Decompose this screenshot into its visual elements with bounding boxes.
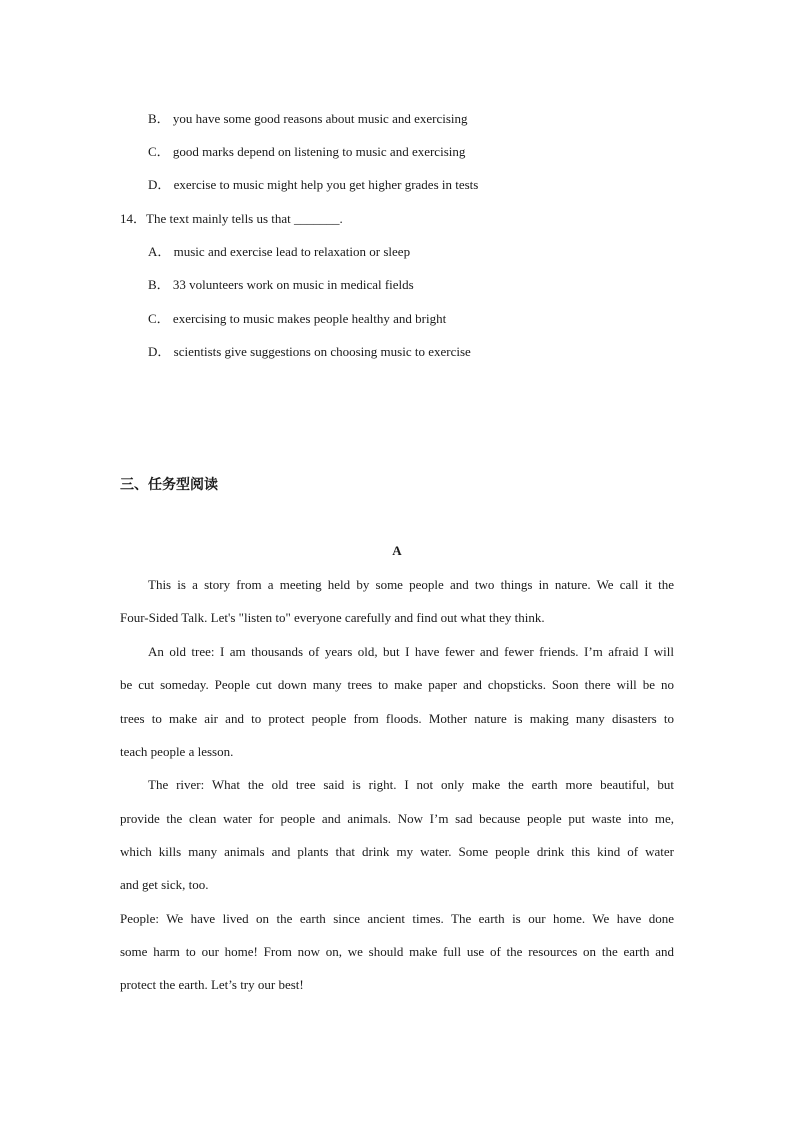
passage-line: some harm to our home! From now on, we should make full use of the resources on the earth and [120, 944, 674, 959]
passage-line: teach people a lesson. [120, 744, 234, 759]
passage-line: trees to make air and to protect people from floods. Mother nature is making many disasters to [120, 711, 674, 726]
section-title: 三、任务型阅读 [120, 477, 218, 493]
option-text: good marks depend on listening to music and exercising [172, 144, 466, 159]
question-number: 14． [120, 211, 147, 226]
passage-line: An old tree: I am thousands of years old, but I have fewer and fewer friends. I’m afraid I will [148, 644, 674, 659]
passage-line: protect the earth. Let’s try our best! [120, 977, 304, 992]
option-letter: C． [148, 311, 170, 326]
passage-label: A [392, 543, 402, 558]
passage-line: This is a story from a meeting held by some people and two things in nature. We call it the [148, 577, 674, 592]
option-text: you have some good reasons about music and exercising [172, 111, 468, 126]
option-letter: B． [148, 111, 170, 126]
q14-option-d [148, 344, 471, 360]
passage-line: provide the clean water for people and animals. Now I’m sad because people put waste into me, [120, 811, 674, 826]
passage-line: and get sick, too. [120, 877, 209, 892]
option-text: exercising to music makes people healthy and bright [172, 311, 447, 326]
passage-line: Four-Sided Talk. Let's "listen to" everyone carefully and find out what they think. [120, 610, 545, 625]
option-text: music and exercise lead to relaxation or sleep [173, 244, 411, 259]
q14-option-c [148, 311, 446, 327]
option-letter: D． [148, 177, 171, 192]
passage-line: The river: What the old tree said is right. I not only make the earth more beautiful, but [148, 777, 674, 792]
option-text: scientists give suggestions on choosing music to exercise [173, 344, 471, 359]
q13-option-b [148, 111, 468, 127]
option-text: exercise to music might help you get higher grades in tests [173, 177, 479, 192]
passage-line: be cut someday. People cut down many trees to make paper and chopsticks. Soon there will be no [120, 677, 674, 692]
option-letter: A． [148, 244, 171, 259]
option-letter: B． [148, 277, 170, 292]
option-letter: C． [148, 144, 170, 159]
passage-line: People: We have lived on the earth since ancient times. The earth is our home. We have done [120, 911, 674, 926]
option-letter: D． [148, 344, 171, 359]
q13-option-d [148, 177, 478, 193]
q14-option-a [148, 244, 410, 260]
q14-option-b [148, 277, 414, 293]
q13-option-c [148, 144, 465, 160]
passage-line: which kills many animals and plants that drink my water. Some people drink this kind of water [120, 844, 674, 859]
q14-stem [120, 211, 343, 227]
option-text: 33 volunteers work on music in medical fields [172, 277, 414, 292]
question-text: The text mainly tells us that _______. [146, 211, 343, 226]
